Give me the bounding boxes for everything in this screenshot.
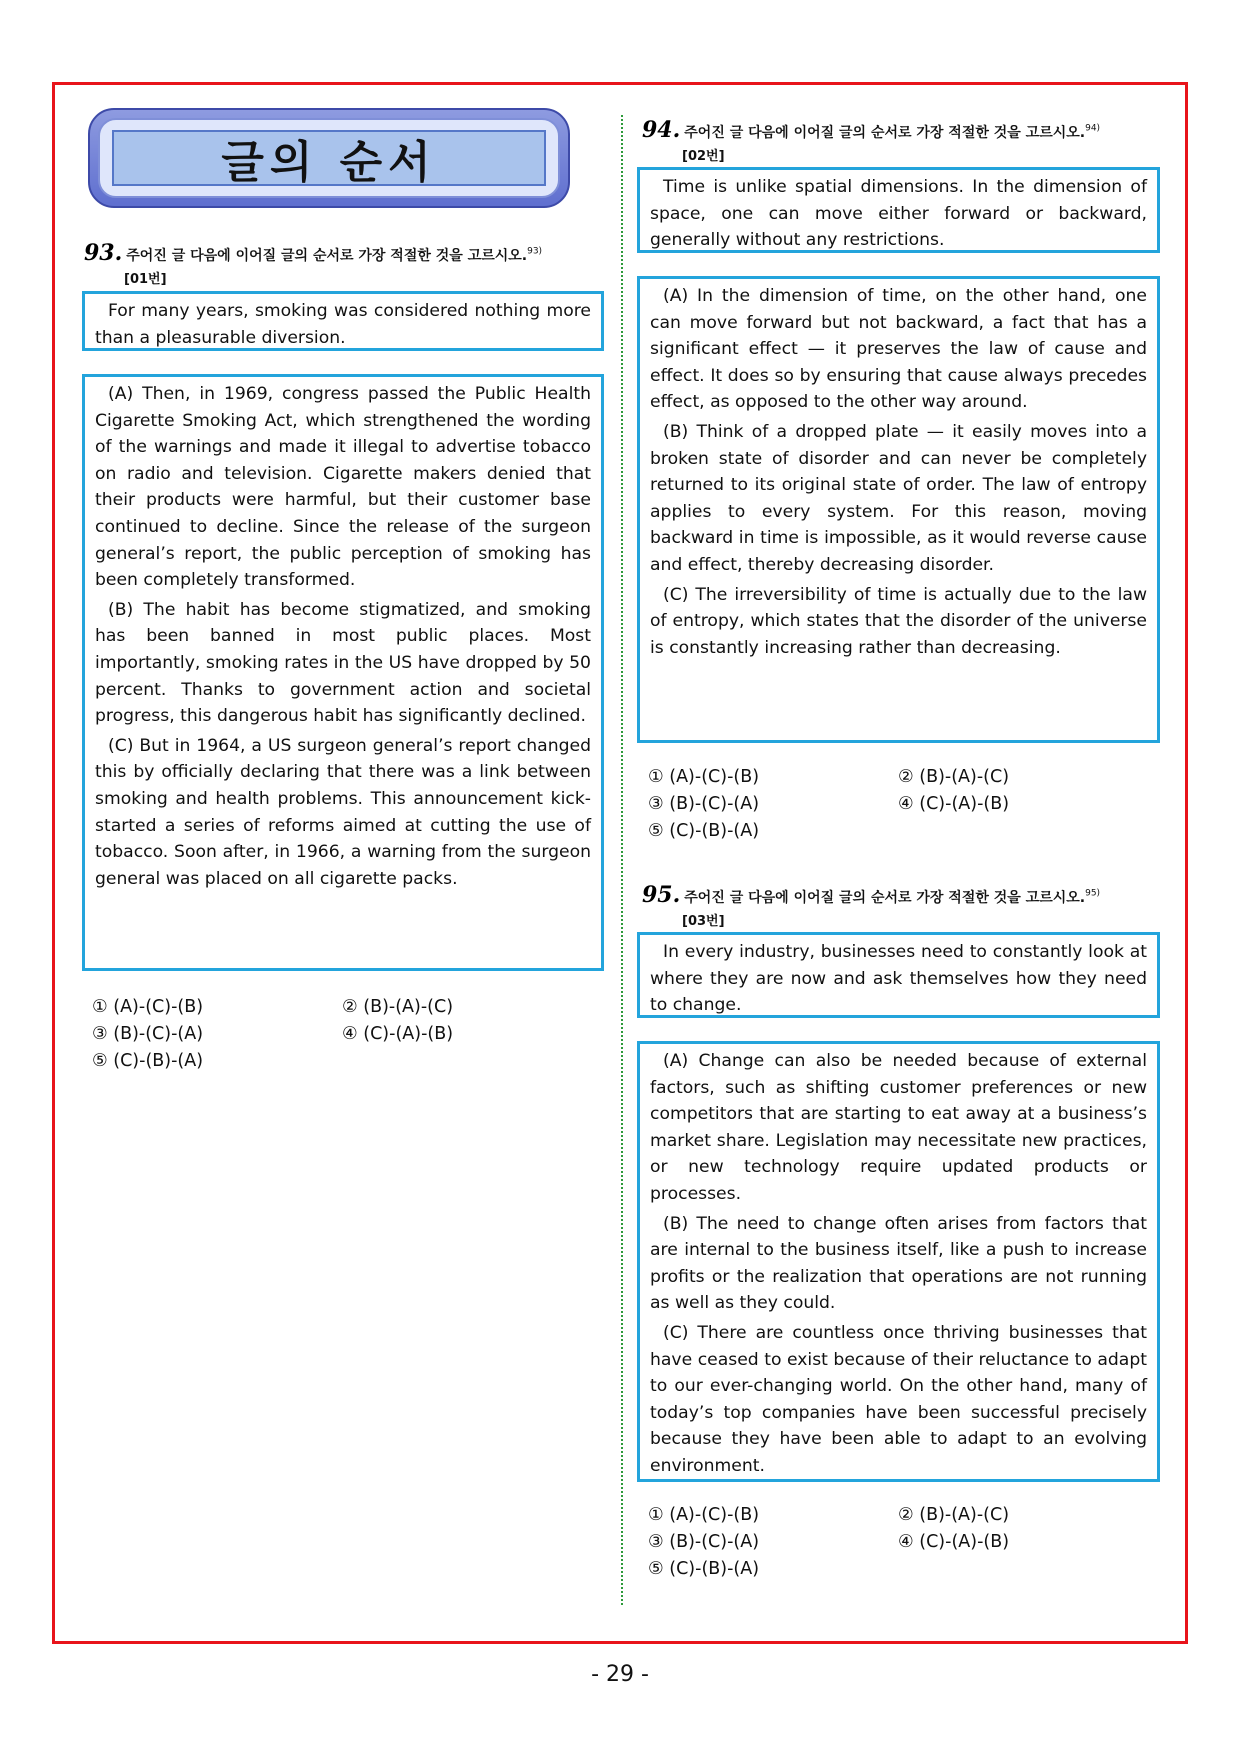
question-number: 93. — [84, 240, 123, 266]
footnote-ref: 93) — [527, 246, 543, 257]
paragraph-a: (A) Change can also be needed because of external factors, such as shifting customer preferences or new competitors that are starting to eat away at a business’s market share. Legislation may necessitate new practices, or new technology require updated products or processes. — [650, 1051, 1147, 1204]
paragraph-b: (B) The habit has become stigmatized, and smoking has been banned in most public places. Most importantly, smoking rates in the US have dropped by 50 percent. Thanks to government action and societal progress, this dangerous habit has significantly declined. — [95, 599, 591, 727]
question-source: [03번] — [682, 914, 725, 929]
paragraph-b: (B) The need to change often arises from factors that are internal to the business itself, like a push to increase profits or the realization that operations are not running as well as they could. — [650, 1213, 1147, 1314]
question-95-header — [642, 882, 1182, 929]
footnote-ref: 94) — [1085, 123, 1101, 134]
question-95-passage-box — [637, 1041, 1160, 1482]
question-prompt: 주어진 글 다음에 이어질 글의 순서로 가장 적절한 것을 고르시오. — [126, 248, 528, 264]
choice-5[interactable]: ⑤ (C)-(B)-(A) — [92, 1051, 204, 1071]
page-number: - 29 - — [591, 1662, 649, 1687]
question-source: [01번] — [124, 272, 167, 287]
choice-4[interactable]: ④ (C)-(A)-(B) — [342, 1024, 454, 1044]
title-banner — [88, 108, 570, 208]
paragraph-a: (A) Then, in 1969, congress passed the Public Health Cigarette Smoking Act, which strengthened the wording of the warnings and made it illegal to advertise tobacco on radio and television. Cigarette makers denied that their products were harmful, but their customer base continued to decline. Since the release of the surgeon general’s report, the public perception of smoking has been completely transformed. — [95, 384, 591, 591]
question-source: [02번] — [682, 149, 725, 164]
choice-4[interactable]: ④ (C)-(A)-(B) — [898, 794, 1010, 814]
question-94-passage-box — [637, 276, 1160, 743]
choice-3[interactable]: ③ (B)-(C)-(A) — [92, 1024, 204, 1044]
question-94-intro-box — [637, 167, 1160, 253]
question-95-intro-box — [637, 932, 1160, 1018]
column-divider — [621, 115, 623, 1605]
choice-3[interactable]: ③ (B)-(C)-(A) — [648, 1532, 760, 1552]
paragraph-a: (A) In the dimension of time, on the other hand, one can move forward but not backward, a fact that has a significant effect — it preserves the law of cause and effect. It does so by ensuring that cause always precedes effect, as opposed to the other way around. — [650, 286, 1147, 413]
choice-2[interactable]: ② (B)-(A)-(C) — [342, 997, 454, 1017]
choice-3[interactable]: ③ (B)-(C)-(A) — [648, 794, 760, 814]
question-93-passage-box — [82, 374, 604, 971]
choice-1[interactable]: ① (A)-(C)-(B) — [648, 1505, 760, 1525]
paragraph-b: (B) Think of a dropped plate — it easily moves into a broken state of disorder and can never be completely returned to its original state of order. The law of entropy applies to every system. For this reason, moving backward in time is impossible, as it would reverse cause and effect, thereby decreasing disorder. — [650, 421, 1147, 575]
paragraph-c: (C) But in 1964, a US surgeon general’s report changed this by officially declaring that there was a link between smoking and health problems. This announcement kick-started a series of reforms aimed at cutting the use of tobacco. Soon after, in 1966, a warning from the surgeon general was placed on all cigarette packs. — [95, 735, 591, 889]
title-banner-border — [98, 118, 560, 198]
question-93-header — [84, 240, 624, 287]
title-banner-inner — [112, 130, 546, 186]
intro-text: Time is unlike spatial dimensions. In the dimension of space, one can move either forward or backward, generally without any restrictions. — [650, 177, 1147, 251]
question-93-intro-box — [82, 291, 604, 351]
choice-5[interactable]: ⑤ (C)-(B)-(A) — [648, 1559, 760, 1579]
choice-5[interactable]: ⑤ (C)-(B)-(A) — [648, 821, 760, 841]
question-94-header — [642, 117, 1182, 164]
page-title: 글의 순서 — [221, 137, 437, 188]
paragraph-c: (C) The irreversibility of time is actually due to the law of entropy, which states that the disorder of the universe is constantly increasing rather than decreasing. — [650, 584, 1147, 658]
intro-text: In every industry, businesses need to constantly look at where they are now and ask themselves how they need to change. — [650, 942, 1147, 1016]
footnote-ref: 95) — [1085, 888, 1101, 899]
choice-1[interactable]: ① (A)-(C)-(B) — [648, 767, 760, 787]
question-number: 94. — [642, 117, 681, 143]
choice-4[interactable]: ④ (C)-(A)-(B) — [898, 1532, 1010, 1552]
choice-2[interactable]: ② (B)-(A)-(C) — [898, 767, 1010, 787]
paragraph-c: (C) There are countless once thriving businesses that have ceased to exist because of their reluctance to adapt to our ever-changing world. On the other hand, many of today’s top companies have been successful precisely because they have been able to adapt to an evolving environment. — [650, 1322, 1147, 1476]
question-prompt: 주어진 글 다음에 이어질 글의 순서로 가장 적절한 것을 고르시오. — [684, 125, 1086, 141]
choice-2[interactable]: ② (B)-(A)-(C) — [898, 1505, 1010, 1525]
intro-text: For many years, smoking was considered nothing more than a pleasurable diversion. — [95, 301, 591, 348]
choice-1[interactable]: ① (A)-(C)-(B) — [92, 997, 204, 1017]
question-number: 95. — [642, 882, 681, 908]
question-prompt: 주어진 글 다음에 이어질 글의 순서로 가장 적절한 것을 고르시오. — [684, 890, 1086, 906]
